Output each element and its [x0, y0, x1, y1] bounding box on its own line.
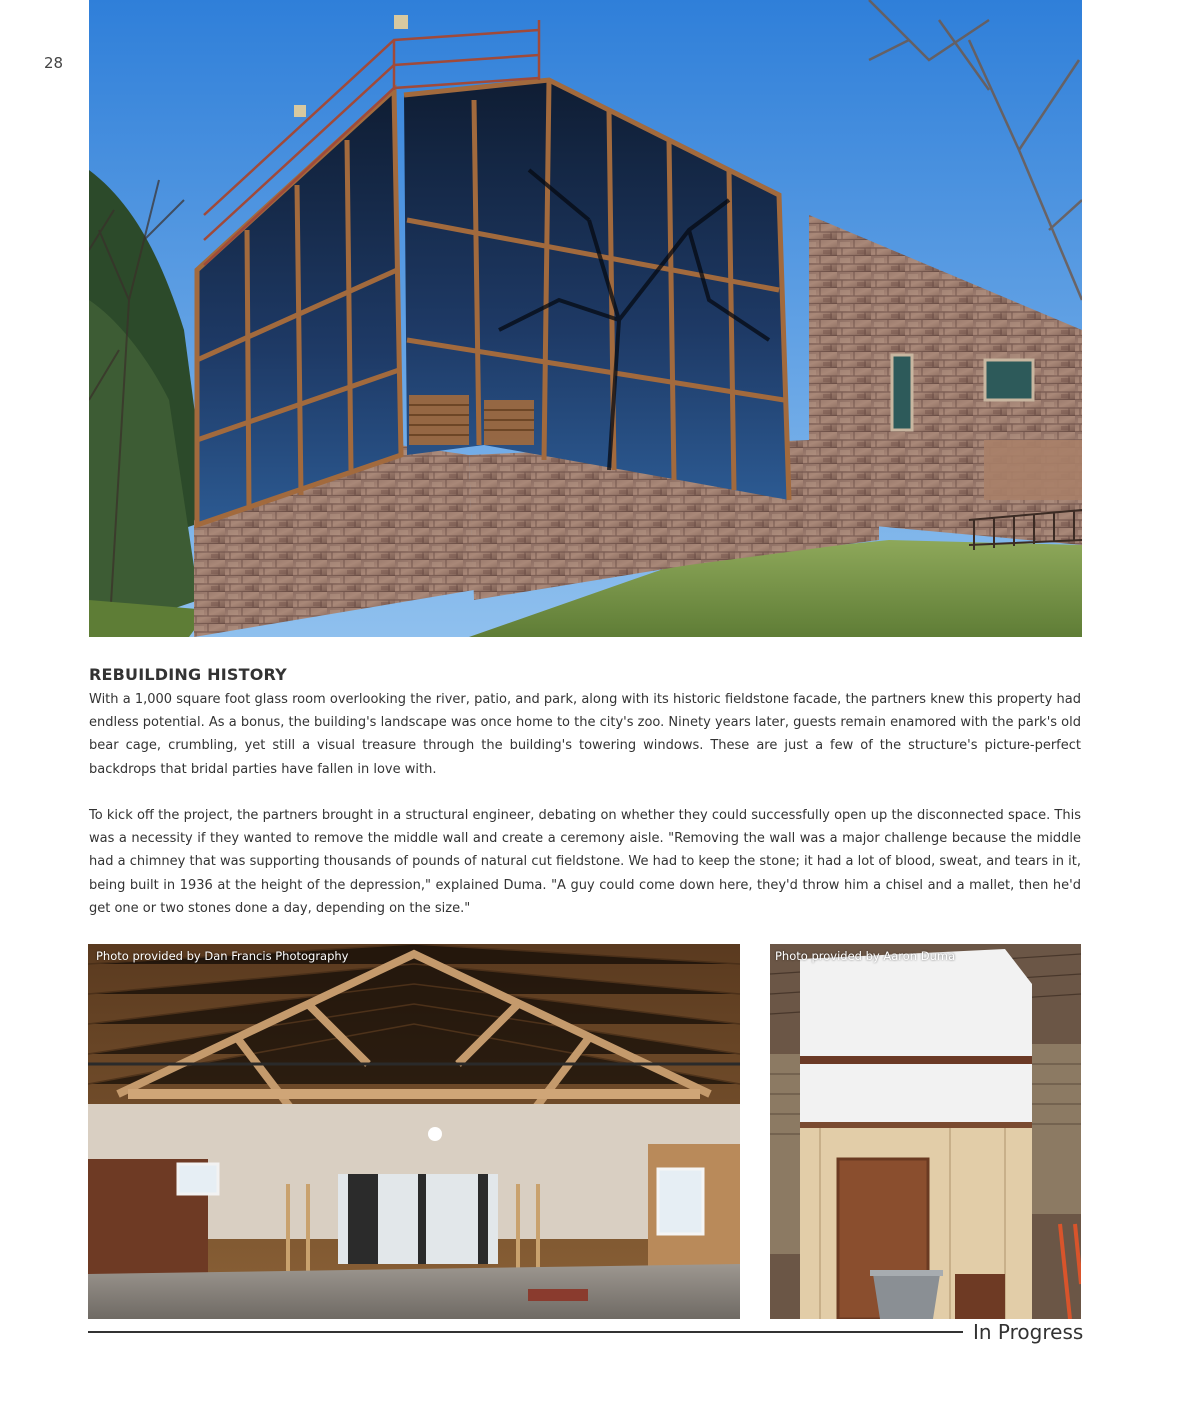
photo-credit-left: Photo provided by Dan Francis Photography [96, 949, 349, 963]
chimney-column-photo [770, 944, 1081, 1319]
footer-divider [88, 1331, 963, 1333]
hero-photo [89, 0, 1082, 637]
article-paragraph-2: To kick off the project, the partners brought in a structural engineer, debating on whether they could successfully open up the disconnected space. This was a necessity if they wanted to remove the middle wall and create a ceremony aisle. "Removing the wall was a major challenge because the middle had a chimney that was supporting thousands of pounds of natural cut fieldstone. We had to keep the stone; it had a lot of blood, sweat, and tears in it, being built in 1936 at the height of the depression," explained Duma. "A guy could come down here, they'd throw him a chisel and a mallet, then he'd get one or two stones done a day, depending on the size." [89, 808, 1081, 916]
interior-photo [88, 944, 740, 1319]
glass-and-fieldstone-building-photo [89, 0, 1082, 637]
article-paragraph-1: With a 1,000 square foot glass room overlooking the river, patio, and park, along with its historic fieldstone facade, the partners knew this property had endless potential. As a bonus, the building's landscape was once home to the city's zoo. Ninety years later, guests remain enamored with the park's old bear cage, crumbling, yet still a visual treasure through the building's towering windows. These are just a few of the structure's picture-perfect backdrops that bridal parties have fallen in love with. [89, 692, 1081, 777]
interior-renovation-photo [88, 944, 740, 1319]
photo-credit-right: Photo provided by Aaron Duma [775, 949, 956, 963]
chimney-photo [770, 944, 1081, 1319]
section-label: In Progress [973, 1320, 1084, 1344]
article-headline: REBUILDING HISTORY [89, 665, 287, 684]
page-number: 28 [44, 54, 64, 72]
